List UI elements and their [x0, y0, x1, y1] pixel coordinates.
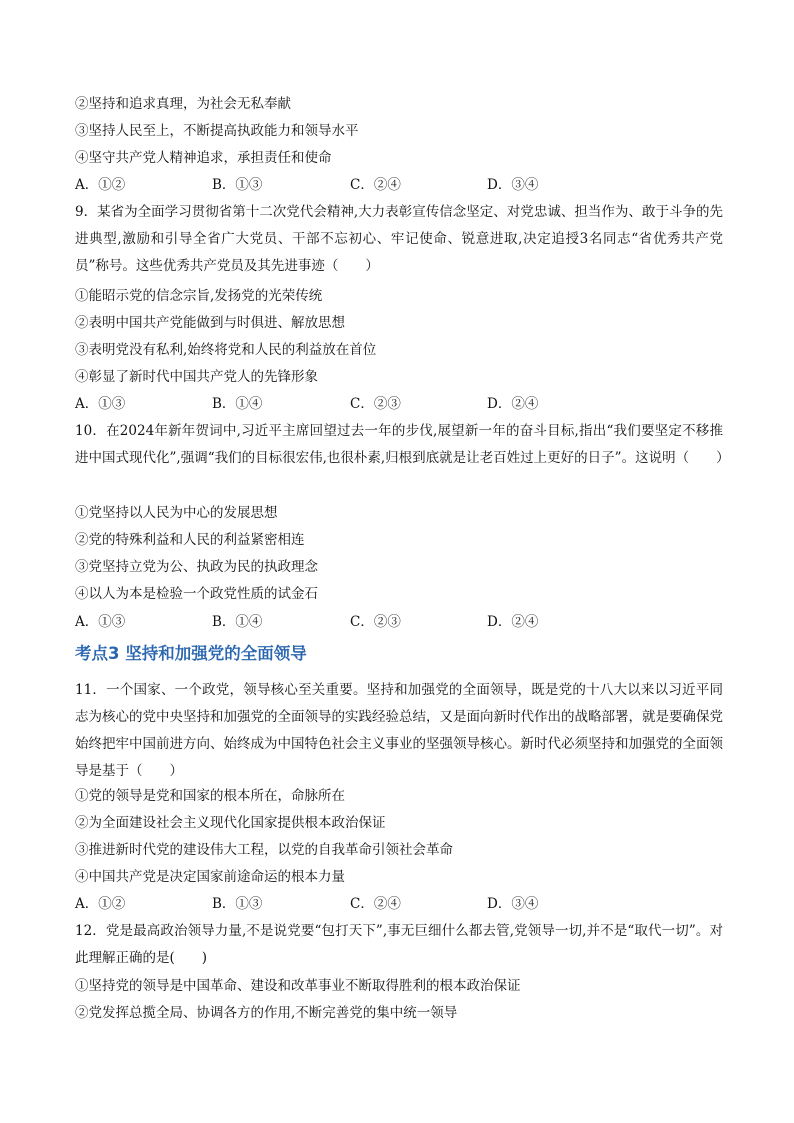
choice-c: C．②④: [350, 896, 401, 912]
choice-b: B．①④: [212, 396, 263, 412]
choice-d: D．③④: [487, 896, 539, 912]
choice-b: B．①③: [212, 177, 263, 193]
choice-c: C．②③: [350, 396, 401, 412]
q9-stem: 9．某省为全面学习贯彻省第十二次党代会精神,大力表彰宣传信念坚定、对党忠诚、担当作为、敢于斗争的先进典型,激励和引导全省广大党员、干部不忘初心、牢记使命、锐意进取,决定追授3名同志“省优秀共产党员”称号。这些优秀共产党员及其先进事迹（ ）: [75, 204, 723, 274]
q9-choices: [75, 394, 725, 414]
q11-option-3: ③推进新时代党的建设伟大工程，以党的自我革命引领社会革命: [75, 842, 453, 858]
q11-option-1: ①党的领导是党和国家的根本所在，命脉所在: [75, 788, 345, 804]
q11-option-2: ②为全面建设社会主义现代化国家提供根本政治保证: [75, 815, 386, 831]
q11-option-4: ④中国共产党是决定国家前途命运的根本力量: [75, 869, 345, 885]
q8-choices: [75, 175, 725, 195]
q12-stem: 12．党是最高政治领导力量,不是说党要“包打天下”,事无巨细什么都去管,党领导一切,并不是“取代一切”。对此理解正确的是( ): [75, 923, 723, 966]
q10-stem: 10．在2024年新年贺词中,习近平主席回望过去一年的步伐,展望新一年的奋斗目标,指出“我们要坚定不移推进中国式现代化”,强调“我们的目标很宏伟,也很朴素,归根到底就是让老百姓过上更好的日子”。这说明（ ）: [75, 423, 730, 466]
q12-option-1: ①坚持党的领导是中国革命、建设和改革事业不断取得胜利的根本政治保证: [75, 978, 521, 994]
q10-option-1: ①党坚持以人民为中心的发展思想: [75, 505, 278, 521]
choice-d: D．②④: [487, 614, 539, 630]
q11-choices: [75, 894, 725, 914]
q10-option-4: ④以人为本是检验一个政党性质的试金石: [75, 586, 318, 602]
q9-option-4: ④彰显了新时代中国共产党人的先锋形象: [75, 369, 318, 385]
q10-option-3: ③党坚持立党为公、执政为民的执政理念: [75, 559, 318, 575]
choice-c: C．②④: [350, 177, 401, 193]
choice-b: B．①③: [212, 896, 263, 912]
q8-option-4: ④坚守共产党人精神追求，承担责任和使命: [75, 150, 332, 166]
q9-option-3: ③表明党没有私利,始终将党和人民的利益放在首位: [75, 342, 377, 358]
choice-a: A．①②: [75, 177, 126, 193]
choice-c: C．②③: [350, 614, 401, 630]
q11-stem: 11．一个国家、一个政党，领导核心至关重要。坚持和加强党的全面领导，既是党的十八大以来以习近平同志为核心的党中央坚持和加强党的全面领导的实践经验总结，又是面向新时代作出的战略部署，就是要确保党始终把牢中国前进方向、始终成为中国特色社会主义事业的坚强领导核心。新时代必须坚持和加强党的全面领导是基于（ ）: [75, 682, 723, 779]
q9-option-1: ①能昭示党的信念宗旨,发扬党的光荣传统: [75, 288, 323, 304]
choice-a: A．①③: [75, 614, 126, 630]
choice-d: D．③④: [487, 177, 539, 193]
q8-option-2: ②坚持和追求真理，为社会无私奉献: [75, 96, 291, 112]
q9-option-2: ②表明中国共产党能做到与时俱进、解放思想: [75, 315, 345, 331]
choice-d: D．②④: [487, 396, 539, 412]
section-heading: 考点3 坚持和加强党的全面领导: [75, 644, 307, 663]
q10-choices: [75, 612, 725, 632]
choice-a: A．①③: [75, 396, 126, 412]
q12-option-2: ②党发挥总揽全局、协调各方的作用,不断完善党的集中统一领导: [75, 1005, 458, 1021]
q8-option-3: ③坚持人民至上，不断提高执政能力和领导水平: [75, 123, 359, 139]
choice-b: B．①④: [212, 614, 263, 630]
q10-option-2: ②党的特殊利益和人民的利益紧密相连: [75, 532, 305, 548]
choice-a: A．①②: [75, 896, 126, 912]
